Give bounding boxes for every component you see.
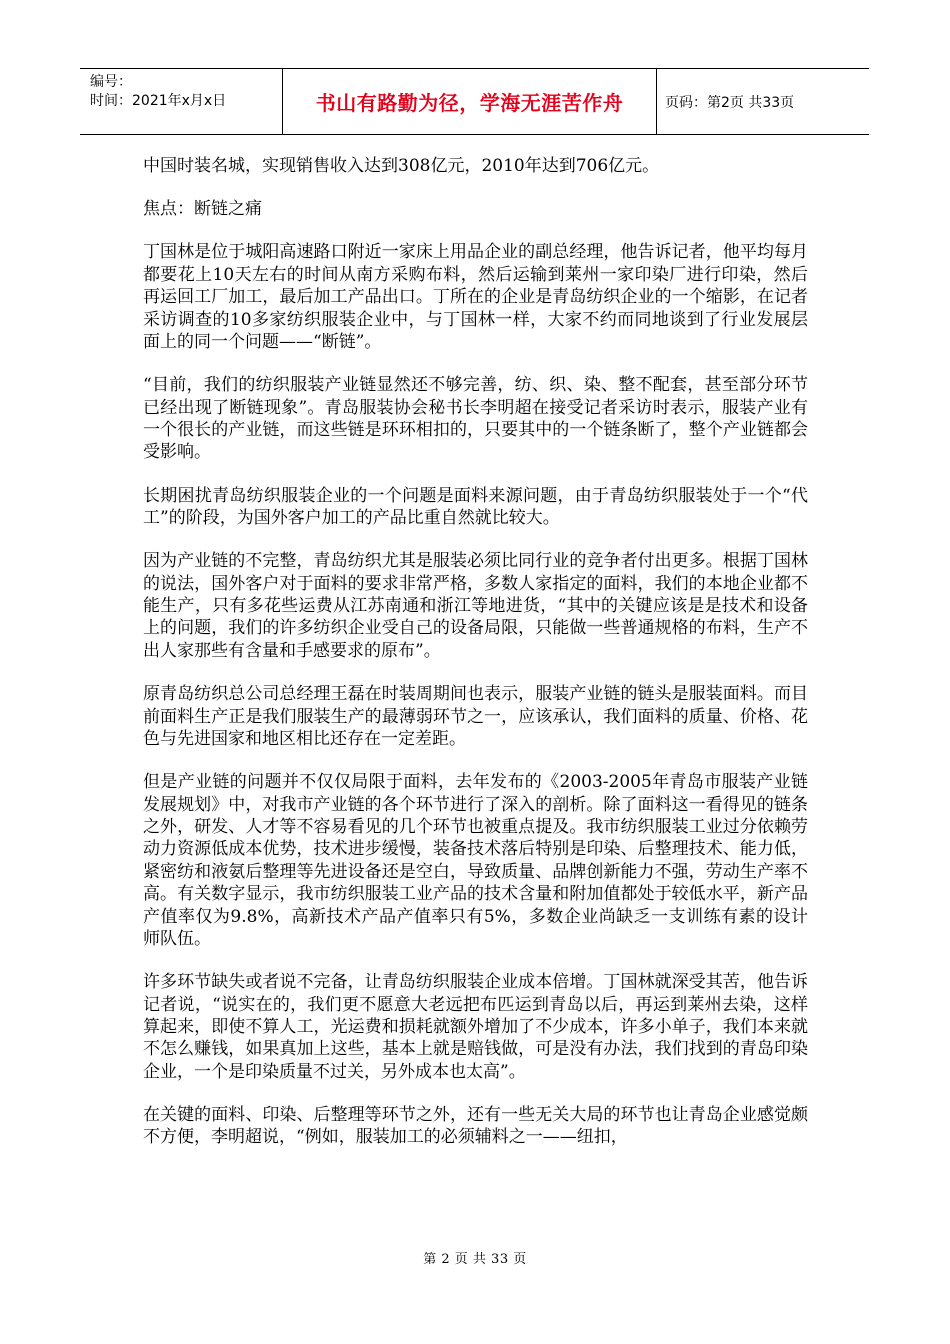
- paragraph: 原青岛纺织总公司总经理王磊在时装周期间也表示，服装产业链的链头是服装面料。而目前面料生产正是我们服装生产的最薄弱环节之一，应该承认，我们面料的质量、价格、花色与先进国家和地区相比还存在一定差距。: [143, 684, 808, 749]
- paragraph: 中国时装名城，实现销售收入达到308亿元，2010年达到706亿元。: [143, 156, 660, 176]
- paragraph: 但是产业链的问题并不仅仅局限于面料，去年发布的《2003-2005年青岛市服装产业链发展规划》中，对我市产业链的各个环节进行了深入的剖析。除了面料这一看得见的链条之外，研发、人才等不容易看见的几个环节也被重点提及。我市纺织服装工业过分依赖劳动力资源低成本优势，技术进步缓慢，装备技术落后特别是印染、后整理技术、能力低，紧密纺和液氨后整理等先进设备还是空白，导致质量、品牌创新能力不强，劳动生产率不高。有关数字显示，我市纺织服装工业产品的技术含量和附加值都处于较低水平，新产品产值率仅为9.8%，高新技术产品产值率只有5%，多数企业尚缺乏一支训练有素的设计师队伍。: [143, 772, 808, 949]
- paragraph: “目前，我们的纺织服装产业链显然还不够完善，纺、织、染、整不配套，甚至部分环节已经出现了断链现象”。青岛服装协会秘书长李明超在接受记者采访时表示，服装产业有一个很长的产业链，而这些链是环环相扣的，只要其中的一个链条断了，整个产业链都会受影响。: [143, 375, 808, 463]
- section-heading: 焦点：断链之痛: [143, 199, 262, 220]
- page-info-text: 页码：第2页 共33页: [665, 94, 795, 111]
- motto-text: 书山有路勤为径，学海无涯苦作舟: [315, 91, 624, 115]
- header-meta: [80, 69, 283, 134]
- paragraph: 长期困扰青岛纺织服装企业的一个问题是面料来源问题，由于青岛纺织服装处于一个“代工”的阶段，为国外客户加工的产品比重自然就比较大。: [143, 485, 808, 529]
- paragraph: 许多环节缺失或者说不完备，让青岛纺织服装企业成本倍增。丁国林就深受其苦，他告诉记者说，“说实在的，我们更不愿意大老远把布匹运到青岛以后，再运到莱州去染，这样算起来，即使不算人工，光运费和损耗就额外增加了不少成本，许多小单子，我们本来就不怎么赚钱，如果真加上这些，基本上就是赔钱做，可是没有办法，我们找到的青岛印染企业，一个是印染质量不过关，另外成本也太高”。: [143, 972, 808, 1082]
- page-footer: [0, 1248, 950, 1267]
- header-page-info: [657, 69, 869, 134]
- doc-number-label: 编号：: [90, 74, 132, 90]
- header-table: [80, 68, 869, 135]
- footer-page-number: 第 2 页 共 33 页: [423, 1252, 527, 1267]
- header-motto: [283, 69, 657, 134]
- paragraph: 在关键的面料、印染、后整理等环节之外，还有一些无关大局的环节也让青岛企业感觉颇不方便，李明超说，“例如，服装加工的必须辅料之一——纽扣，: [143, 1104, 808, 1148]
- paragraph: 丁国林是位于城阳高速路口附近一家床上用品企业的副总经理，他告诉记者，他平均每月都要花上10天左右的时间从南方采购布料，然后运输到莱州一家印染厂进行印染，然后再运回工厂加工，最后加工产品出口。丁所在的企业是青岛纺织企业的一个缩影，在记者采访调查的10多家纺织服装企业中，与丁国林一样，大家不约而同地谈到了行业发展层面上的同一个问题——“断链”。: [143, 242, 808, 353]
- time-line: 时间：2021年x月x日: [90, 93, 227, 109]
- paragraph: 因为产业链的不完整，青岛纺织尤其是服装必须比同行业的竞争者付出更多。根据丁国林的说法，国外客户对于面料的要求非常严格，多数人家指定的面料，我们的本地企业都不能生产，只有多花些运费从江苏南通和浙江等地进货，“其中的关键应该是是技术和设备上的问题，我们的许多纺织企业受自己的设备局限，只能做一些普通规格的布料，生产不出人家那些有含量和手感要求的原布”。: [143, 551, 808, 661]
- article-body: [143, 155, 808, 1170]
